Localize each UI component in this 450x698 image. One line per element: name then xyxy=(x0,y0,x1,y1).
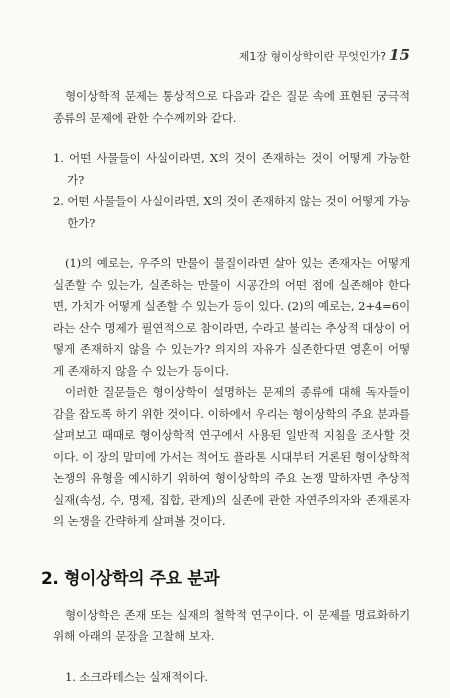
chapter-title: 제1장 형이상학이란 무엇인가? xyxy=(238,50,387,63)
examples-paragraph: (1)의 예로는, 우주의 만물이 물질이라면 살아 있는 존재자는 어떻게 실존할 수 있는가, 실존하는 만물이 시공간의 어떤 점에 실존해야 한다면, 가치가 어떻게 실존할 수 있는가 등이 있다. (2)의 예로는, 2+4=6이라는 산수 명제가 필연적으로 참이라면, 수라고 불리는 추상적 대상이 어떻게 존재하지 않을 수 있는가? 의지의 자유가 실존한다면 영혼이 어떻게 존재하지 않을 수 있는가 등이다. xyxy=(53,256,410,378)
question-2: 2. 어떤 사물들이 사실이라면, X의 것이 존재하지 않는 것이 어떻게 가능한가? xyxy=(53,194,410,230)
intro-paragraph: 형이상학적 문제는 통상적으로 다음과 같은 질문 속에 표현된 궁극적 종류의 문제에 관한 수수께끼와 같다. xyxy=(53,89,410,125)
section-paragraph: 형이상학은 존재 또는 실재의 철학적 연구이다. 이 문제를 명료화하기 위해 아래의 문장을 고찰해 보자. xyxy=(53,607,410,643)
page-number: 15 xyxy=(389,46,410,64)
purpose-paragraph: 이러한 질문들은 형이상학이 설명하는 문제의 종류에 대해 독자들이 감을 잡도록 하기 위한 것이다. 이하에서 우리는 형이상학의 주요 분과를 살펴보고 때때로 형이상학적 연구에서 사용된 일반적 지침을 조사할 것이다. 이 장의 말미에 가서는 적어도 플라톤 시대부터 거론된 형이상학적 논쟁의 유형을 예시하기 위하여 형이상학의 주요 논쟁 말하자면 추상적 실재(속성, 수, 명제, 집합, 관계)의 실존에 관한 자연주의자와 존재론자의 논쟁을 간략하게 살펴볼 것이다. xyxy=(53,385,410,528)
question-1: 1. 어떤 사물들이 사실이라면, X의 것이 존재하는 것이 어떻게 가능한가? xyxy=(53,151,410,187)
section-heading: 2. 형이상학의 주요 분과 xyxy=(41,568,220,589)
running-header xyxy=(239,46,410,64)
list-item-1: 1. 소크라테스는 실재적이다. xyxy=(65,669,208,684)
page-body xyxy=(41,86,410,688)
